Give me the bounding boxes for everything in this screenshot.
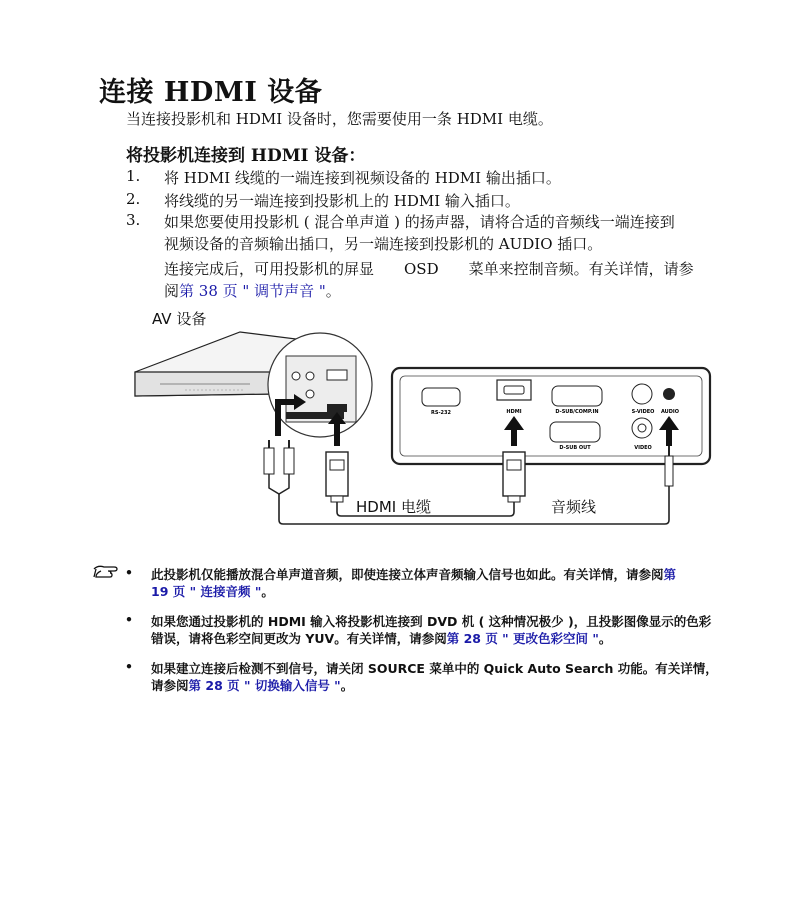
audio-cable-label: 音频线 [551,498,597,516]
link-connect-audio-a[interactable]: 第 [663,567,677,582]
osd-paragraph: 连接完成后，可用投影机的屏显 OSD 菜单来控制音频。有关详情，请参 [164,260,694,278]
step-number: 1. [126,167,141,185]
av-device-label: AV 设备 [152,310,207,328]
step-text: 将 HDMI 线缆的一端连接到视频设备的 HDMI 输出插口。 [164,169,561,187]
step-number: 3. [126,211,141,229]
link-change-color-space[interactable]: 第 28 页 " 更改色彩空间 " [446,631,599,646]
step-3-continued: 视频设备的音频输出插口，另一端连接到投影机的 AUDIO 插口。 [164,235,603,253]
rca-plugs [264,440,294,494]
note-1-line2: 19 页 " 连接音频 "。 [151,584,274,599]
link-adjust-sound[interactable]: 第 38 页 " 调节声音 " [179,282,326,300]
note-2-line2: 错误，请将色彩空间更改为 YUV。有关详情，请参阅第 28 页 " 更改色彩空间 "。 [151,631,612,646]
step-text: 将线缆的另一端连接到投影机上的 HDMI 输入插口。 [164,192,520,210]
link-switch-input[interactable]: 第 28 页 " 切换输入信号 " [188,678,341,693]
port-label-svideo: S-VIDEO [631,409,655,415]
note-3-line2: 请参阅第 28 页 " 切换输入信号 "。 [151,678,354,693]
port-label-rs232: RS-232 [431,410,451,416]
port-label-dsub-out: D-SUB OUT [559,445,591,451]
step-text: 如果您要使用投影机 ( 混合单声道 ) 的扬声器，请将合适的音频线一端连接到 [164,213,675,231]
port-label-video: VIDEO [634,445,652,451]
connection-diagram [0,300,800,540]
port-label-audio: AUDIO [660,409,680,415]
projector-panel [392,368,710,464]
note-hand-icon [92,563,122,581]
port-label-dsub-in: D-SUB/COMP.IN [555,409,599,415]
hdmi-cable-label: HDMI 电缆 [356,498,431,516]
port-label-hdmi: HDMI [506,409,522,415]
osd-paragraph-line2: 阅第 38 页 " 调节声音 "。 [164,282,341,300]
hdmi-plug-left [326,452,348,502]
note-2: 如果您通过投影机的 HDMI 输入将投影机连接到 DVD 机 ( 这种情况极少 )，且投影图像显示的色彩 [151,614,712,629]
bullet: • [125,565,133,580]
bullet: • [125,659,133,674]
section-heading: 将投影机连接到 HDMI 设备： [126,146,366,166]
av-port-zoom [268,333,372,437]
intro-text: 当连接投影机和 HDMI 设备时，您需要使用一条 HDMI 电缆。 [126,110,553,128]
hdmi-plug-right [503,452,525,502]
link-connect-audio-b[interactable]: 19 页 " 连接音频 " [151,584,262,599]
step-number: 2. [126,190,141,208]
bullet: • [125,612,133,627]
note-3: 如果建立连接后检测不到信号，请关闭 SOURCE 菜单中的 Quick Auto Search 功能。有关详情， [151,661,718,676]
page-title: 连接 HDMI 设备 [99,77,323,108]
note-1: 此投影机仅能播放混合单声道音频，即使连接立体声音频输入信号也如此。有关详情，请参阅第 [151,567,677,582]
